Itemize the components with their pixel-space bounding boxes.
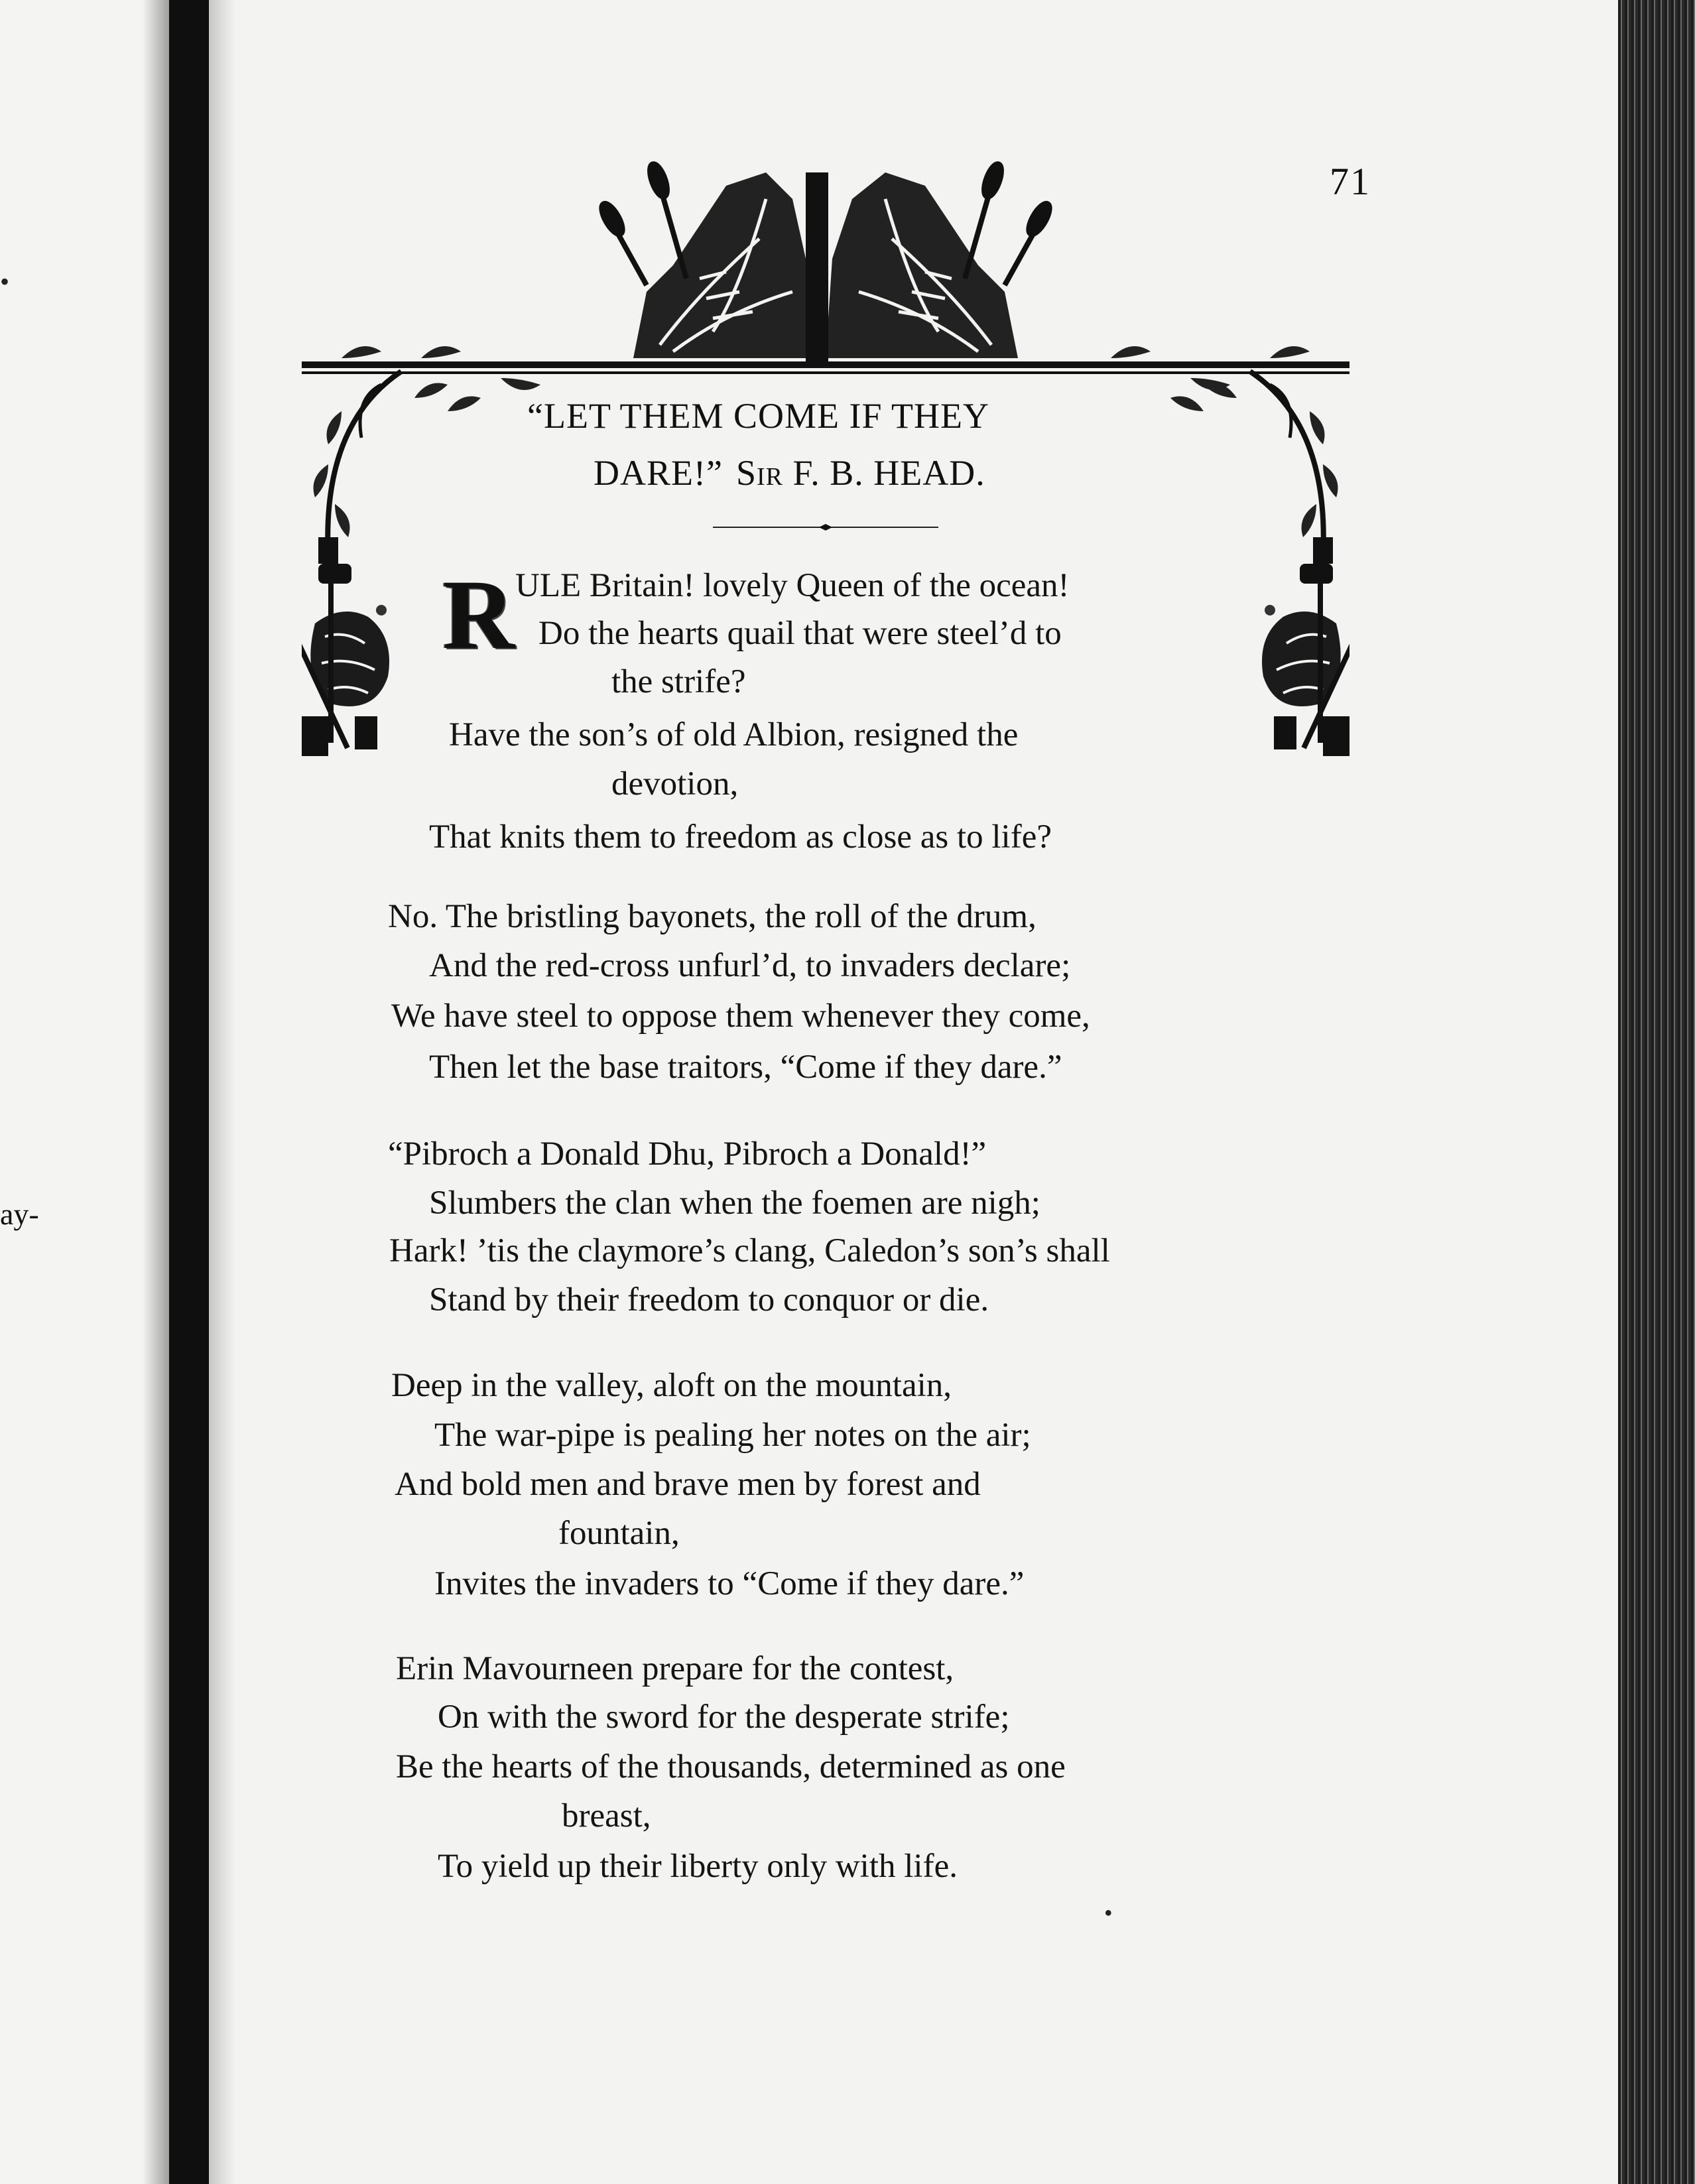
poem-line: devotion, xyxy=(611,765,739,803)
poem-line: Slumbers the clan when the foemen are nigh; xyxy=(429,1185,1040,1222)
gutter-shadow xyxy=(143,0,169,2184)
poem-line: The war-pipe is pealing her notes on the air; xyxy=(434,1417,1031,1454)
poem-line: “Pibroch a Donald Dhu, Pibroch a Donald!” xyxy=(388,1135,987,1173)
poem-line: the strife? xyxy=(611,663,746,700)
drop-cap-letter: R xyxy=(442,560,515,670)
poem-title-end: DARE!” xyxy=(594,453,723,493)
poem-title: “LET THEM COME IF THEY xyxy=(527,396,989,436)
poem-line: That knits them to freedom as close as to life? xyxy=(429,818,1052,856)
poem-line: We have steel to oppose them whenever they come, xyxy=(391,997,1090,1035)
book-spine xyxy=(169,0,209,2184)
book-page xyxy=(209,0,1618,2184)
page-edges xyxy=(1618,0,1695,2184)
poem-line: fountain, xyxy=(558,1515,680,1552)
poem-line: And the red-cross unfurl’d, to invaders declare; xyxy=(429,947,1071,984)
poem-line: On with the sword for the desperate strife; xyxy=(438,1699,1010,1736)
poem-line: No. The bristling bayonets, the roll of the drum, xyxy=(388,898,1036,935)
poem-line: ULE Britain! lovely Queen of the ocean! xyxy=(515,567,1070,604)
previous-page-text-fragment: ay- xyxy=(0,1197,39,1231)
end-mark: • xyxy=(1104,1899,1113,1926)
poem-author: Sir F. B. HEAD. xyxy=(735,453,985,493)
poem-line: Do the hearts quail that were steel’d to xyxy=(538,615,1062,652)
poem-line: And bold men and brave men by forest and xyxy=(395,1466,981,1503)
poem-line: To yield up their liberty only with life. xyxy=(438,1848,958,1885)
poem-line: Erin Mavourneen prepare for the contest, xyxy=(396,1650,954,1687)
previous-page-mark: • xyxy=(0,267,10,296)
poem-line: Then let the base traitors, “Come if they dare.” xyxy=(429,1049,1062,1086)
page-number: 71 xyxy=(1330,160,1371,203)
poem-line: Have the son’s of old Albion, resigned the xyxy=(449,716,1019,753)
poem-line: Deep in the valley, aloft on the mountain, xyxy=(391,1367,952,1404)
poem-line: Invites the invaders to “Come if they dare.” xyxy=(434,1565,1025,1602)
poem-line: Hark! ’tis the claymore’s clang, Caledon’s son’s shall xyxy=(389,1232,1110,1269)
poem-line: Be the hearts of the thousands, determined as one xyxy=(396,1748,1066,1785)
poem-line: breast, xyxy=(562,1797,651,1834)
previous-page xyxy=(0,0,169,2184)
poem-line: Stand by their freedom to conquor or die. xyxy=(429,1281,989,1318)
poem-body xyxy=(209,0,1618,2184)
